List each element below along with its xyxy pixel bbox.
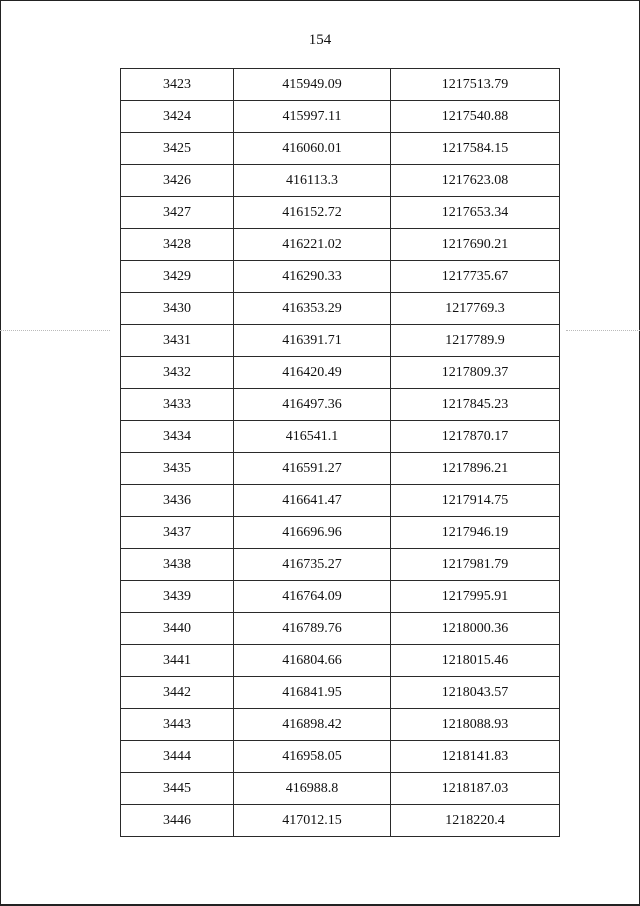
- point-number-cell: 3436: [121, 485, 234, 517]
- y-coordinate-cell: 1217995.91: [391, 581, 560, 613]
- point-number-cell: 3426: [121, 165, 234, 197]
- y-coordinate-cell: 1217690.21: [391, 229, 560, 261]
- table-row: [121, 549, 560, 581]
- point-number-cell: 3432: [121, 357, 234, 389]
- y-coordinate-cell: 1217845.23: [391, 389, 560, 421]
- coordinates-table: [120, 68, 560, 837]
- y-coordinate-cell: 1217870.17: [391, 421, 560, 453]
- point-number-cell: 3442: [121, 677, 234, 709]
- point-number-cell: 3446: [121, 805, 234, 837]
- point-number-cell: 3445: [121, 773, 234, 805]
- x-coordinate-cell: 416898.42: [234, 709, 391, 741]
- y-coordinate-cell: 1217653.34: [391, 197, 560, 229]
- point-number-cell: 3427: [121, 197, 234, 229]
- table-row: [121, 229, 560, 261]
- y-coordinate-cell: 1217896.21: [391, 453, 560, 485]
- point-number-cell: 3430: [121, 293, 234, 325]
- x-coordinate-cell: 416735.27: [234, 549, 391, 581]
- table-row: [121, 517, 560, 549]
- table-row: [121, 805, 560, 837]
- point-number-cell: 3431: [121, 325, 234, 357]
- y-coordinate-cell: 1217914.75: [391, 485, 560, 517]
- y-coordinate-cell: 1217981.79: [391, 549, 560, 581]
- table-row: [121, 485, 560, 517]
- point-number-cell: 3425: [121, 133, 234, 165]
- y-coordinate-cell: 1217809.37: [391, 357, 560, 389]
- x-coordinate-cell: 416221.02: [234, 229, 391, 261]
- x-coordinate-cell: 416804.66: [234, 645, 391, 677]
- x-coordinate-cell: 416696.96: [234, 517, 391, 549]
- y-coordinate-cell: 1218187.03: [391, 773, 560, 805]
- point-number-cell: 3444: [121, 741, 234, 773]
- y-coordinate-cell: 1218015.46: [391, 645, 560, 677]
- x-coordinate-cell: 416290.33: [234, 261, 391, 293]
- point-number-cell: 3424: [121, 101, 234, 133]
- y-coordinate-cell: 1217540.88: [391, 101, 560, 133]
- y-coordinate-cell: 1218220.4: [391, 805, 560, 837]
- table-row: [121, 261, 560, 293]
- page-number: 154: [308, 32, 332, 48]
- x-coordinate-cell: 416841.95: [234, 677, 391, 709]
- table-row: [121, 101, 560, 133]
- table-row: [121, 709, 560, 741]
- y-coordinate-cell: 1217946.19: [391, 517, 560, 549]
- table-body: [121, 69, 560, 837]
- y-coordinate-cell: 1218043.57: [391, 677, 560, 709]
- x-coordinate-cell: 416988.8: [234, 773, 391, 805]
- x-coordinate-cell: 416497.36: [234, 389, 391, 421]
- point-number-cell: 3428: [121, 229, 234, 261]
- table-row: [121, 165, 560, 197]
- x-coordinate-cell: 416113.3: [234, 165, 391, 197]
- y-coordinate-cell: 1218088.93: [391, 709, 560, 741]
- x-coordinate-cell: 417012.15: [234, 805, 391, 837]
- table-row: [121, 325, 560, 357]
- point-number-cell: 3439: [121, 581, 234, 613]
- x-coordinate-cell: 416958.05: [234, 741, 391, 773]
- x-coordinate-cell: 416764.09: [234, 581, 391, 613]
- point-number-cell: 3434: [121, 421, 234, 453]
- table-row: [121, 453, 560, 485]
- y-coordinate-cell: 1217769.3: [391, 293, 560, 325]
- table-row: [121, 613, 560, 645]
- y-coordinate-cell: 1217735.67: [391, 261, 560, 293]
- point-number-cell: 3433: [121, 389, 234, 421]
- x-coordinate-cell: 416591.27: [234, 453, 391, 485]
- y-coordinate-cell: 1217513.79: [391, 69, 560, 101]
- table-row: [121, 197, 560, 229]
- table-row: [121, 389, 560, 421]
- y-coordinate-cell: 1218141.83: [391, 741, 560, 773]
- table-row: [121, 773, 560, 805]
- point-number-cell: 3441: [121, 645, 234, 677]
- point-number-cell: 3435: [121, 453, 234, 485]
- y-coordinate-cell: 1217623.08: [391, 165, 560, 197]
- table-row: [121, 69, 560, 101]
- scan-artifact-left: [0, 330, 110, 332]
- table-row: [121, 421, 560, 453]
- point-number-cell: 3437: [121, 517, 234, 549]
- y-coordinate-cell: 1217584.15: [391, 133, 560, 165]
- point-number-cell: 3429: [121, 261, 234, 293]
- x-coordinate-cell: 416353.29: [234, 293, 391, 325]
- y-coordinate-cell: 1218000.36: [391, 613, 560, 645]
- x-coordinate-cell: 416420.49: [234, 357, 391, 389]
- table-row: [121, 645, 560, 677]
- x-coordinate-cell: 416060.01: [234, 133, 391, 165]
- table-row: [121, 133, 560, 165]
- y-coordinate-cell: 1217789.9: [391, 325, 560, 357]
- point-number-cell: 3443: [121, 709, 234, 741]
- table-row: [121, 677, 560, 709]
- x-coordinate-cell: 415949.09: [234, 69, 391, 101]
- x-coordinate-cell: 416641.47: [234, 485, 391, 517]
- table-row: [121, 741, 560, 773]
- x-coordinate-cell: 416152.72: [234, 197, 391, 229]
- point-number-cell: 3440: [121, 613, 234, 645]
- point-number-cell: 3423: [121, 69, 234, 101]
- table-row: [121, 293, 560, 325]
- scan-artifact-right: [566, 330, 640, 332]
- table-row: [121, 357, 560, 389]
- point-number-cell: 3438: [121, 549, 234, 581]
- x-coordinate-cell: 416789.76: [234, 613, 391, 645]
- x-coordinate-cell: 416391.71: [234, 325, 391, 357]
- x-coordinate-cell: 415997.11: [234, 101, 391, 133]
- table-row: [121, 581, 560, 613]
- x-coordinate-cell: 416541.1: [234, 421, 391, 453]
